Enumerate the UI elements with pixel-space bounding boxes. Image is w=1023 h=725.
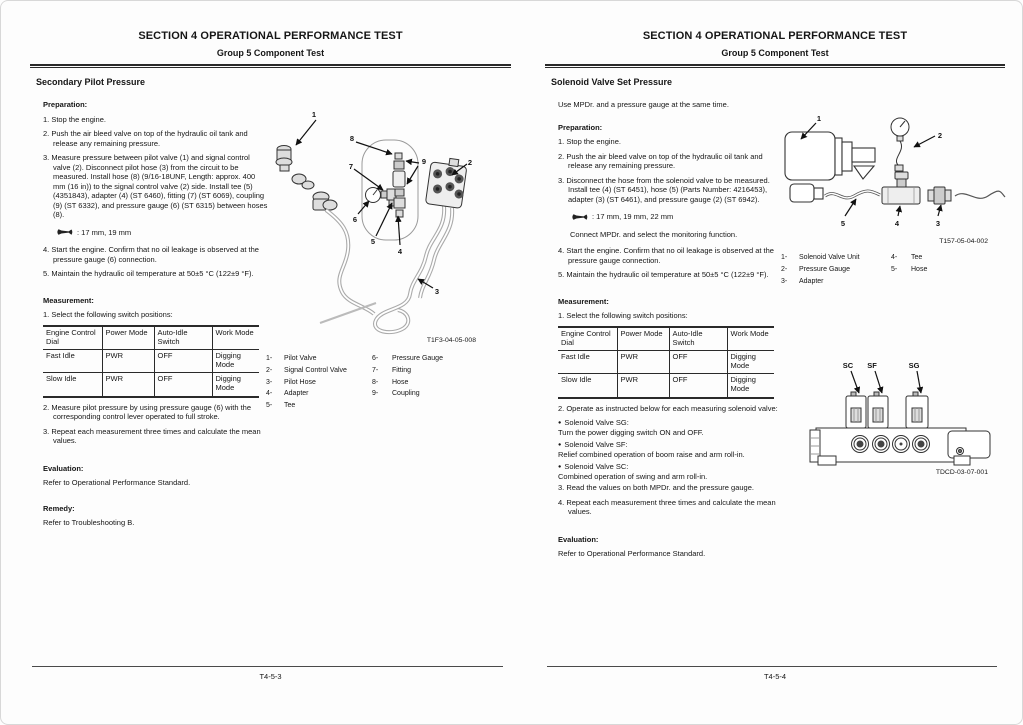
callout-5: 5 [840,219,846,228]
section-header: SECTION 4 OPERATIONAL PERFORMANCE TEST [138,30,403,42]
table-cell: Fast Idle [561,352,590,362]
footer-rule [547,666,997,667]
manual-page-left [30,0,511,725]
callout-2: 2 [937,131,943,140]
legend-num: 1- [781,254,788,261]
measurement-step: 2. Measure pilot pressure by using pressure gauge (6) with the corresponding control lever operated to full stroke. [43,402,252,422]
callout-4: 4 [894,219,900,228]
legend-num: 3- [266,378,273,386]
bullet-desc: Turn the power digging switch ON and OFF. [558,427,704,437]
prep-step: 2. Push the air bleed valve on top of the hydraulic oil tank and release any remaining pressure. [558,151,763,171]
legend-num: 9- [372,390,379,398]
legend-num: 5- [266,402,273,410]
legend-label: Pilot Valve [284,355,317,362]
section-header: SECTION 4 OPERATIONAL PERFORMANCE TEST [642,30,908,42]
footer-rule [32,666,503,667]
manual-page-right [545,0,1005,725]
prep-step: 5. Maintain the hydraulic oil temperature at 50±5 °C (122±9 °F). [558,270,769,280]
legend-label: Adapter [799,277,824,285]
col-header: Power Mode [102,326,154,350]
table-header-row [43,326,259,350]
callout-1: 1 [816,114,822,123]
legend-label: Coupling [392,390,420,398]
prep-step: 2. Push the air bleed valve on top of the hydraulic oil tank and release any remaining pressure. [43,129,248,148]
table-cell: OFF [154,350,212,373]
remedy-heading: Remedy: [43,503,75,513]
legend-num: 4- [266,390,273,398]
page-number: T4-5-3 [259,672,282,681]
table-row [558,374,774,398]
measurement-intro: 1. Select the following switch positions: [558,311,688,321]
legend-num: 5- [891,265,898,273]
measurement-step: 3. Read the values on both MPDr. and the pressure gauge. [558,483,754,493]
table-cell: Digging Mode [727,351,774,374]
table-row [558,351,774,374]
text-column [558,100,783,564]
callout-6: 6 [352,215,358,224]
legend-label: Tee [911,254,923,261]
bullet-label: ● Solenoid Valve SG: [558,418,783,428]
valve-label-sf: SF [867,361,877,370]
header-rule [30,64,511,68]
preparation-heading: Preparation: [558,122,603,132]
table-header-row [558,327,774,351]
header-rule [545,64,1005,68]
page-number: T4-5-4 [763,672,787,681]
legend-label: Tee [284,402,296,410]
table-cell: PWR [102,373,154,397]
evaluation-heading: Evaluation: [558,534,599,544]
table-row [43,350,259,373]
signal-control-valve [425,156,468,209]
page-title: Solenoid Valve Set Pressure [551,77,673,87]
col-header: Work Mode [727,327,774,351]
measurement-heading: Measurement: [43,295,94,305]
legend-num: 1- [266,355,273,362]
legend-num: 7- [372,366,379,374]
table-cell: Digging Mode [212,373,259,397]
col-header: Work Mode [212,326,259,350]
prep-step: 1. Stop the engine. [43,114,106,124]
legend-num: 2- [781,265,788,273]
col-header: Engine Control Dial [43,326,102,350]
wrench-note-text: : 17 mm, 19 mm, 22 mm [592,212,674,222]
legend-label: Pressure Gauge [799,265,850,273]
bullet-desc: Combined operation of swing and arm roll-in. [558,471,708,481]
prep-step: 3. Measure pressure between pilot valve (1) and signal control valve (2). Disconnect pilot hose (3) from the circuit to be measured. Install hose (8) (9/16-18UNF, Length: approx. 400 mm (16 in)) to the signal control valve (2) side. Install tee (5) (4351843), adapter (4) (ST 6460), fitting (7) (ST 6069), coupling (9) (ST 6332), and pressure gauge (6) (ST 6315) between hoses (8). [43,153,268,220]
connect-note: Connect MPDr. and select the monitoring function. [570,229,738,239]
callout-9: 9 [421,157,427,166]
col-header: Auto-Idle Switch [669,327,727,351]
secondary-pilot-pressure-figure [262,98,510,346]
evaluation-text: Refer to Operational Performance Standard. [43,478,191,488]
solenoid-cylinders [846,392,928,428]
callout-1: 1 [311,110,317,119]
hose-tee-adapter [825,172,1005,204]
wrench-size-note [572,212,783,222]
table-cell: PWR [102,350,154,373]
group-header: Group 5 Component Test [216,48,325,58]
table-cell: PWR [617,374,669,398]
legend-label: Hose [392,378,409,386]
prep-step: 1. Stop the engine. [558,137,621,147]
table-cell: OFF [669,374,727,398]
figure-legend [781,252,971,287]
evaluation-text: Refer to Operational Performance Standard. [558,549,706,559]
bullet-label: ● Solenoid Valve SF: [558,440,783,450]
pilot-hoses [320,206,452,332]
table-cell: Slow Idle [558,374,617,398]
callout-3: 3 [434,287,440,296]
prep-step: 3. Disconnect the hose from the solenoid valve to be measured. Install tee (4) (ST 6451), hose (5) (Parts Number: 4216453), adapter (3) (ST 6461), and pressure gauge (2) (ST 6942). [558,175,770,204]
text-column [43,100,268,533]
valve-label-sg: SG [908,361,920,370]
solenoid-valve-bank-figure [808,356,1008,472]
prep-step: 4. Start the engine. Confirm that no oil leakage is observed at the pressure gauge (6) connection. [43,245,259,264]
pressure-gauge-icon [891,118,909,171]
col-header: Power Mode [617,327,669,351]
pilot-valve [276,146,337,211]
callout-4: 4 [397,247,403,256]
remedy-text: Refer to Troubleshooting B. [43,518,135,528]
legend-label: Fitting [392,366,412,374]
callout-5: 5 [370,237,376,246]
legend-num: 3- [781,277,788,285]
bullet-desc: Relief combined operation of boom raise and arm roll-in. [558,449,745,459]
table-row [43,373,259,397]
wrench-icon [572,213,588,221]
measurement-step: 2. Operate as instructed below for each measuring solenoid valve: [558,403,778,413]
legend-num: 6- [372,355,379,362]
valve-label-sc: SC [842,361,854,370]
wrench-size-note [57,228,268,238]
legend-label: Solenoid Valve Unit [799,254,860,261]
callout-2: 2 [467,158,473,167]
pressure-gauge-assembly [366,153,406,217]
table-cell: OFF [154,373,212,397]
table-cell: Fast Idle [46,351,75,361]
prep-step: 5. Maintain the hydraulic oil temperature at 50±5 °C (122±9 °F). [43,269,254,279]
prep-step: 4. Start the engine. Confirm that no oil leakage is observed at the pressure gauge connection. [558,246,774,265]
legend-num: 8- [372,378,379,386]
figure-code: TDCD-03-07-001 [935,469,988,476]
legend-label: Pressure Gauge [392,355,443,362]
table-cell: Digging Mode [727,374,774,398]
col-header: Auto-Idle Switch [154,326,212,350]
table-cell: Slow Idle [43,373,102,397]
figure-legend [266,353,470,412]
callout-7: 7 [348,162,354,171]
measurement-step: 4. Repeat each measurement three times and calculate the mean values. [558,497,776,517]
wrench-icon [57,228,73,236]
bullet-label: ● Solenoid Valve SC: [558,462,783,472]
measurement-step: 3. Repeat each measurement three times and calculate the mean values. [43,426,261,446]
figure-code: T1F3-04-05-008 [426,337,476,344]
intro-text: Use MPDr. and a pressure gauge at the same time. [558,100,729,109]
legend-label: Hose [911,265,928,273]
col-header: Engine Control Dial [558,327,617,351]
page-title: Secondary Pilot Pressure [36,77,146,87]
preparation-heading: Preparation: [43,100,88,109]
table-cell: OFF [669,351,727,374]
legend-num: 4- [891,254,898,261]
switch-position-table [558,326,774,399]
legend-num: 2- [266,366,273,374]
legend-label: Signal Control Valve [284,366,347,374]
callout-8: 8 [349,134,355,143]
table-cell: PWR [617,351,669,374]
legend-label: Pilot Hose [284,378,316,386]
table-cell: Digging Mode [212,350,259,373]
measurement-heading: Measurement: [558,296,609,306]
switch-position-table [43,325,259,398]
measurement-intro: 1. Select the following switch positions: [43,310,173,320]
figure-code: T157-05-04-002 [939,238,988,245]
evaluation-heading: Evaluation: [43,463,84,473]
legend-label: Adapter [284,390,309,398]
callout-arrows [851,371,921,393]
wrench-note-text: : 17 mm, 19 mm [77,227,132,237]
group-header: Group 5 Component Test [721,48,829,58]
callout-3: 3 [935,219,941,228]
solenoid-gauge-setup-figure [778,110,1008,238]
